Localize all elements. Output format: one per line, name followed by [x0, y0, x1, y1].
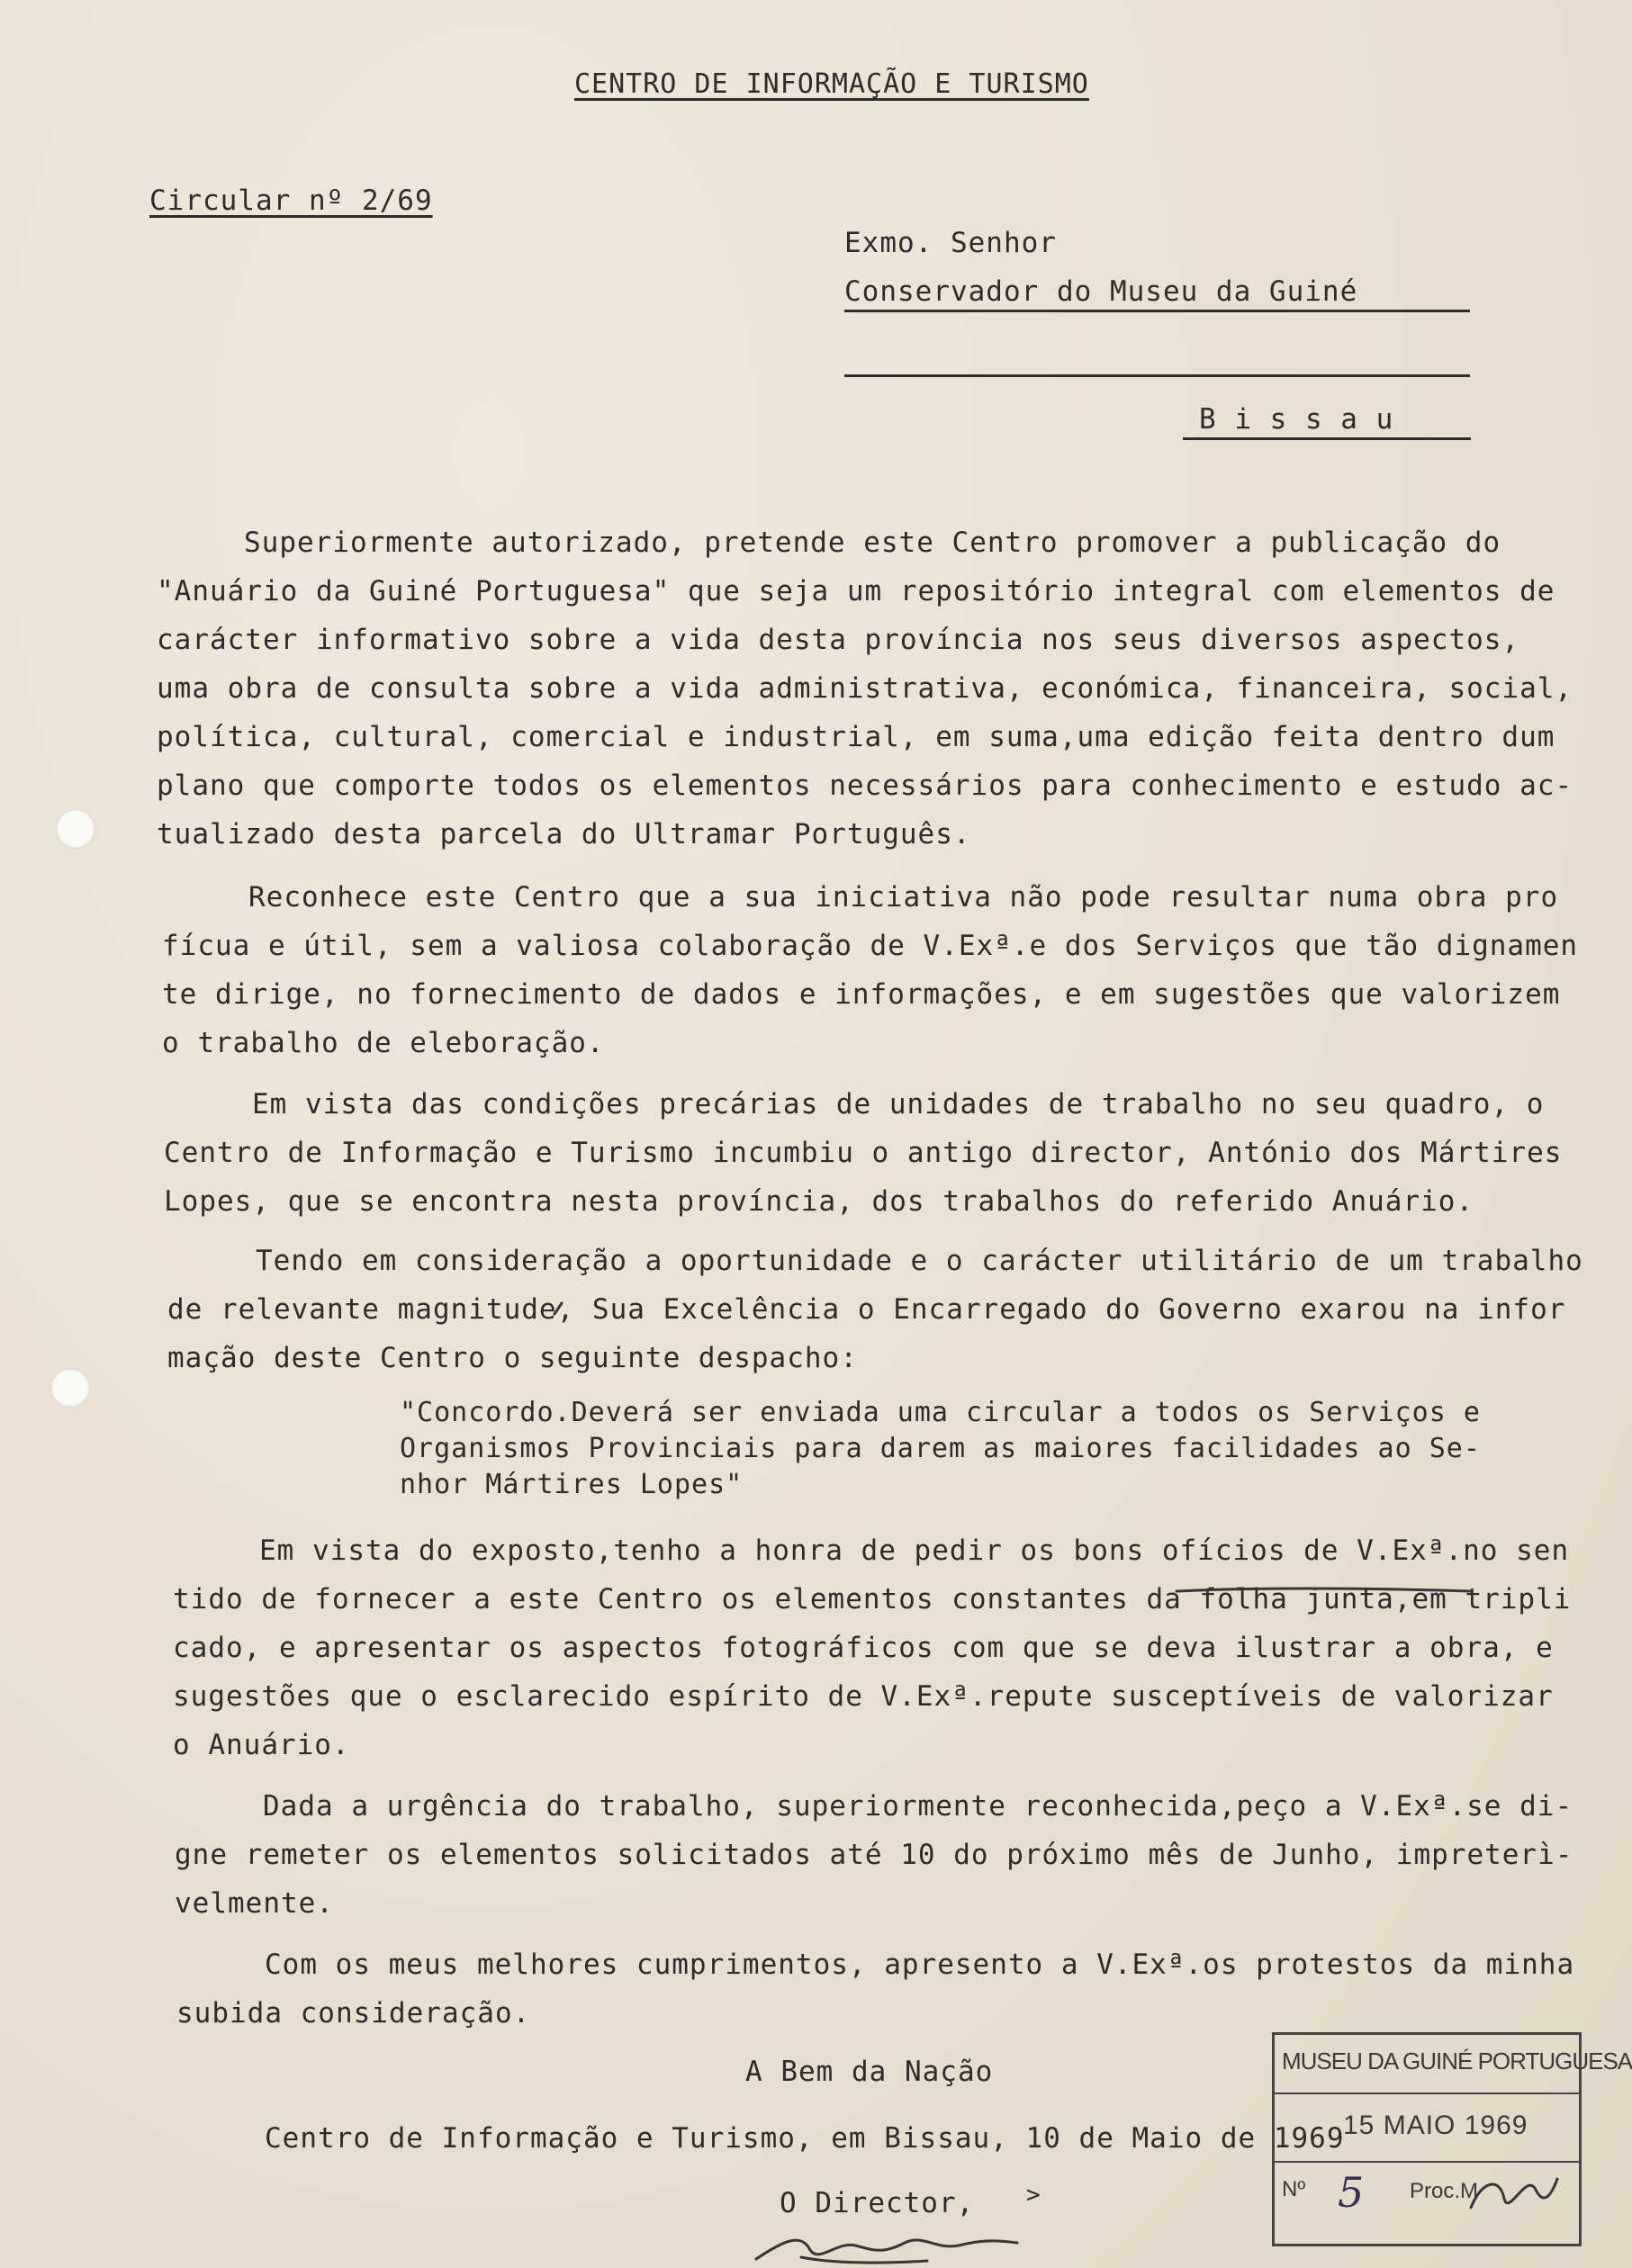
body-line: velmente. [175, 1887, 334, 1920]
body-line: carácter informativo sobre a vida desta província nos seus diversos aspectos, [157, 624, 1520, 656]
body-line: Em vista do exposto,tenho a honra de pedir os bons ofícios de V.Exª.no sen [259, 1534, 1570, 1567]
paragraph-3 [164, 1080, 1562, 1226]
addressee-salutation: Exmo. Senhor [844, 227, 1057, 259]
addressee-title: Conservador do Museu da Guiné [844, 275, 1358, 308]
body-line: "Anuário da Guiné Portuguesa" que seja um repositório integral com elementos de [157, 575, 1555, 608]
body-line: política, cultural, comercial e industrial, em suma,uma edição feita dentro dum [157, 721, 1555, 753]
addressee-rule-3 [1183, 437, 1471, 440]
addressee-city: B i s s a u [1199, 403, 1394, 436]
body-line: cado, e apresentar os aspectos fotográficos com que se deva ilustrar a obra, e [173, 1632, 1554, 1664]
body-line: fícua e útil, sem a valiosa colaboração de V.Exª.e dos Serviços que tão dignamen [162, 930, 1579, 962]
quote-line: Organismos Provinciais para darem as maiores facilidades ao Se- [400, 1433, 1481, 1464]
addressee-rule-1 [844, 310, 1470, 312]
stamp-proc-label: Proc.M [1410, 2179, 1479, 2203]
body-line: plano que comporte todos os elementos necessários para conhecimento e estudo ac- [157, 770, 1573, 802]
body-line: mação deste Centro o seguinte despacho: [167, 1342, 858, 1374]
body-line: Tendo em consideração a oportunidade e o carácter utilitário de um trabalho [256, 1245, 1583, 1277]
signature-image [747, 2223, 1071, 2268]
circular-number: Circular nº 2/69 [149, 184, 433, 217]
body-line: Centro de Informação e Turismo incumbiu o antigo director, António dos Mártires [164, 1137, 1563, 1169]
paragraph-1 [157, 518, 1573, 859]
punch-hole-bottom [50, 1368, 90, 1408]
body-line: Lopes, que se encontra nesta província, dos trabalhos do referido Anuário. [164, 1185, 1474, 1218]
body-line: Com os meus melhores cumprimentos, apresento a V.Exª.os protestos da minha [265, 1948, 1575, 1981]
quote-line: nhor Mártires Lopes" [400, 1469, 744, 1500]
stamp-date: 15 MAIO 1969 [1343, 2110, 1528, 2140]
arrow-mark: > [1026, 2182, 1041, 2209]
body-line: sugestões que o esclarecido espírito de V.Exª.repute susceptíveis de valorizar [173, 1680, 1554, 1713]
body-line: Superiormente autorizado, pretende este Centro promover a publicação do [244, 526, 1501, 559]
paragraph-4 [167, 1237, 1583, 1382]
addressee-rule-2 [844, 374, 1470, 377]
body-line: tido de fornecer a este Centro os elementos constantes da folha junta,em tripli [173, 1583, 1572, 1616]
stamp-divider-1 [1275, 2092, 1579, 2094]
body-line: Em vista das condições precárias de unidades de trabalho no seu quadro, o [252, 1088, 1545, 1120]
body-line: Dada a urgência do trabalho, superiormente reconhecida,peço a V.Exª.se di- [263, 1790, 1573, 1822]
body-line: de relevante magnitude, Sua Excelência o Encarregado do Governo exarou na infor [167, 1293, 1566, 1326]
body-line: te dirige, no fornecimento de dados e informações, e em sugestões que valorizem [162, 978, 1561, 1011]
body-line: o Anuário. [173, 1729, 350, 1761]
body-line: subida consideração. [176, 1997, 531, 2030]
closing-motto: A Bem da Nação [745, 2056, 994, 2088]
closing-place-date: Centro de Informação e Turismo, em Bissau, 10 de Maio de 1969 [265, 2122, 1345, 2155]
stamp-scribble [1464, 2163, 1563, 2226]
paragraph-5 [173, 1526, 1571, 1769]
stamp-number-label: Nº [1282, 2177, 1306, 2201]
reception-stamp [1272, 2032, 1632, 2246]
handwritten-marks [549, 1294, 576, 1321]
body-line: tualizado desta parcela do Ultramar Português. [157, 818, 971, 850]
quote-line: "Concordo.Deverá ser enviada uma circular a todos os Serviços e [400, 1397, 1481, 1428]
body-line: Reconhece este Centro que a sua iniciativa não pode resultar numa obra pro [248, 881, 1559, 914]
stamp-institution: MUSEU DA GUINÉ PORTUGUESA [1282, 2048, 1632, 2074]
paragraph-2 [162, 873, 1578, 1067]
body-line: gne remeter os elementos solicitados até 10 do próximo mês de Junho, impreterì- [175, 1839, 1573, 1871]
dispatch-quote [400, 1395, 1481, 1503]
stamp-number-value: 5 [1338, 2168, 1365, 2217]
closing-signatory: O Director, [780, 2187, 975, 2219]
body-line: o trabalho de eleboração. [162, 1027, 605, 1059]
body-line: uma obra de consulta sobre a vida administrativa, económica, financeira, social, [157, 672, 1573, 705]
paragraph-6 [175, 1782, 1573, 1928]
paragraph-7 [176, 1940, 1574, 2038]
handwritten-underline [1175, 1582, 1472, 1600]
punch-hole-top [56, 809, 95, 849]
letterhead-title: CENTRO DE INFORMAÇÃO E TURISMO [574, 68, 1089, 100]
